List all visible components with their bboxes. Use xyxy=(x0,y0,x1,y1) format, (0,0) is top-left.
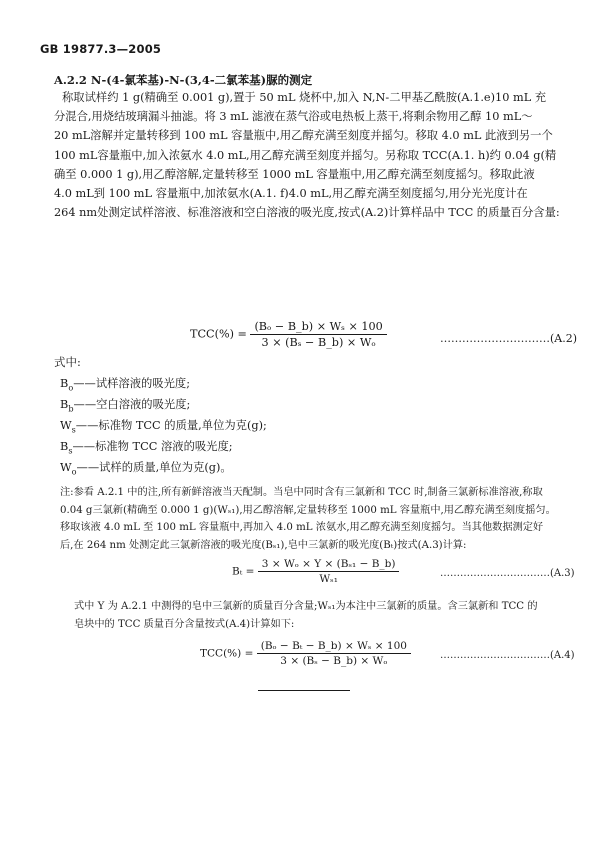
note-line: 注:参看 A.2.1 中的注,所有新鲜溶液当天配制。当皂中同时含有三氯新和 TCC 时,制备三氯新标准溶液,称取 xyxy=(60,487,543,498)
standard-number: GB 19877.3—2005 xyxy=(40,42,162,56)
formula-numerator: 3 × Wₒ × Y × (Bₛ₁ − B_b) xyxy=(258,558,400,572)
paragraph-line: 264 nm处测定试样溶液、标准溶液和空白溶液的吸光度,按式(A.2)计算样品中 TCC 的质量百分含量: xyxy=(54,206,560,220)
equation-number-a4: ……………………………(A.4) xyxy=(440,650,575,661)
variable-description: ——标准物 TCC 溶液的吸光度; xyxy=(72,440,233,453)
formula-fraction xyxy=(258,558,400,585)
note-continuation xyxy=(74,598,590,633)
variable-definition xyxy=(60,438,233,455)
note-line: 后,在 264 nm 处测定此三氯新溶液的吸光度(Bₛ₁),皂中三氯新的吸光度(Bₜ)按式(A.3)计算: xyxy=(60,539,467,551)
variable-subscript: o xyxy=(68,382,74,393)
formula-fraction xyxy=(250,320,386,349)
paragraph-line: 20 mL溶解并定量转移到 100 mL 容量瓶中,用乙醇充满至刻度并摇匀。移取 4.0 mL 此液到另一个 xyxy=(54,129,553,143)
variable-symbol: B xyxy=(60,440,69,453)
note-paragraph xyxy=(60,484,590,554)
variable-subscript: s xyxy=(71,424,76,435)
variable-symbol: B xyxy=(60,398,69,411)
paragraph-line: 确至 0.000 1 g),用乙醇溶解,定量转移至 1000 mL 容量瓶中,用乙醇充满至刻度摇匀。移取此液 xyxy=(54,167,535,181)
variable-subscript: o xyxy=(71,466,77,477)
note-line: 移取该液 4.0 mL 至 100 mL 容量瓶中,再加入 4.0 mL 浓氨水,用乙醇充满至刻度摇匀。当其他数据测定好 xyxy=(60,522,544,533)
variable-subscript: s xyxy=(68,445,73,456)
formula-a2 xyxy=(190,320,387,349)
variable-symbol: W xyxy=(60,419,72,432)
variable-symbol: B xyxy=(60,377,69,390)
variable-description: ——试样的质量,单位为克(g)。 xyxy=(76,461,232,474)
variable-description: ——标准物 TCC 的质量,单位为克(g); xyxy=(75,419,267,432)
formula-a4 xyxy=(200,640,411,667)
formula-lhs: TCC(%) = xyxy=(200,647,254,660)
procedure-paragraph xyxy=(54,88,594,222)
where-label: 式中: xyxy=(54,355,81,369)
equation-number-a2: …………………………(A.2) xyxy=(440,332,578,345)
paragraph-line: 称取试样约 1 g(精确至 0.001 g),置于 50 mL 烧杯中,加入 N,N-二甲基乙酰胺(A.1.e)10 mL 充 xyxy=(62,91,547,104)
variable-description: ——空白溶液的吸光度; xyxy=(73,398,191,411)
formula-lhs: Bₜ = xyxy=(232,565,255,578)
variable-definition xyxy=(60,396,190,413)
paragraph-line: 4.0 mL到 100 mL 容量瓶中,加浓氨水(A.1. f)4.0 mL,用乙醇充满至刻度摇匀,用分光光度计在 xyxy=(54,187,528,201)
formula-a3 xyxy=(232,558,399,585)
section-title: A.2.2 N-(4-氯苯基)-N-(3,4-二氯苯基)脲的测定 xyxy=(54,73,313,87)
note-line: 式中 Y 为 A.2.1 中测得的皂中三氯新的质量百分含量;Wₛ₁为本注中三氯新的质量。含三氯新和 TCC 的 xyxy=(74,601,538,612)
variable-definition xyxy=(60,459,232,476)
variable-description: ——试样溶液的吸光度; xyxy=(73,377,190,390)
end-rule xyxy=(258,690,350,691)
variable-symbol: W xyxy=(60,461,72,474)
equation-number-a3: ……………………………(A.3) xyxy=(440,568,575,579)
formula-fraction xyxy=(257,640,411,667)
variable-definition xyxy=(60,417,267,434)
paragraph-line: 100 mL容量瓶中,加入浓氨水 4.0 mL,用乙醇充满至刻度并摇匀。另称取 TCC(A.1. h)约 0.04 g(精 xyxy=(54,148,557,162)
formula-numerator: (Bₒ − B_b) × Wₛ × 100 xyxy=(250,320,386,335)
paragraph-line: 分混合,用烧结玻璃漏斗抽滤。将 3 mL 滤液在蒸气浴或电热板上蒸干,将剩余物用乙醇 10 mL～ xyxy=(54,110,533,124)
formula-lhs: TCC(%) = xyxy=(190,327,247,341)
formula-denominator: 3 × (Bₛ − B_b) × Wₒ xyxy=(261,336,376,349)
variable-definition xyxy=(60,375,190,392)
formula-numerator: (Bₒ − Bₜ − B_b) × Wₛ × 100 xyxy=(257,640,411,654)
formula-denominator: Wₛ₁ xyxy=(319,573,338,585)
note-line: 皂块中的 TCC 质量百分含量按式(A.4)计算如下: xyxy=(74,618,295,630)
variable-subscript: b xyxy=(68,403,74,414)
note-line: 0.04 g三氯新(精确至 0.000 1 g)(Wₛ₁),用乙醇溶解,定量转移至 1000 mL 容量瓶中,用乙醇充满至刻度摇匀。 xyxy=(60,504,556,516)
formula-denominator: 3 × (Bₛ − B_b) × Wₒ xyxy=(280,655,388,667)
